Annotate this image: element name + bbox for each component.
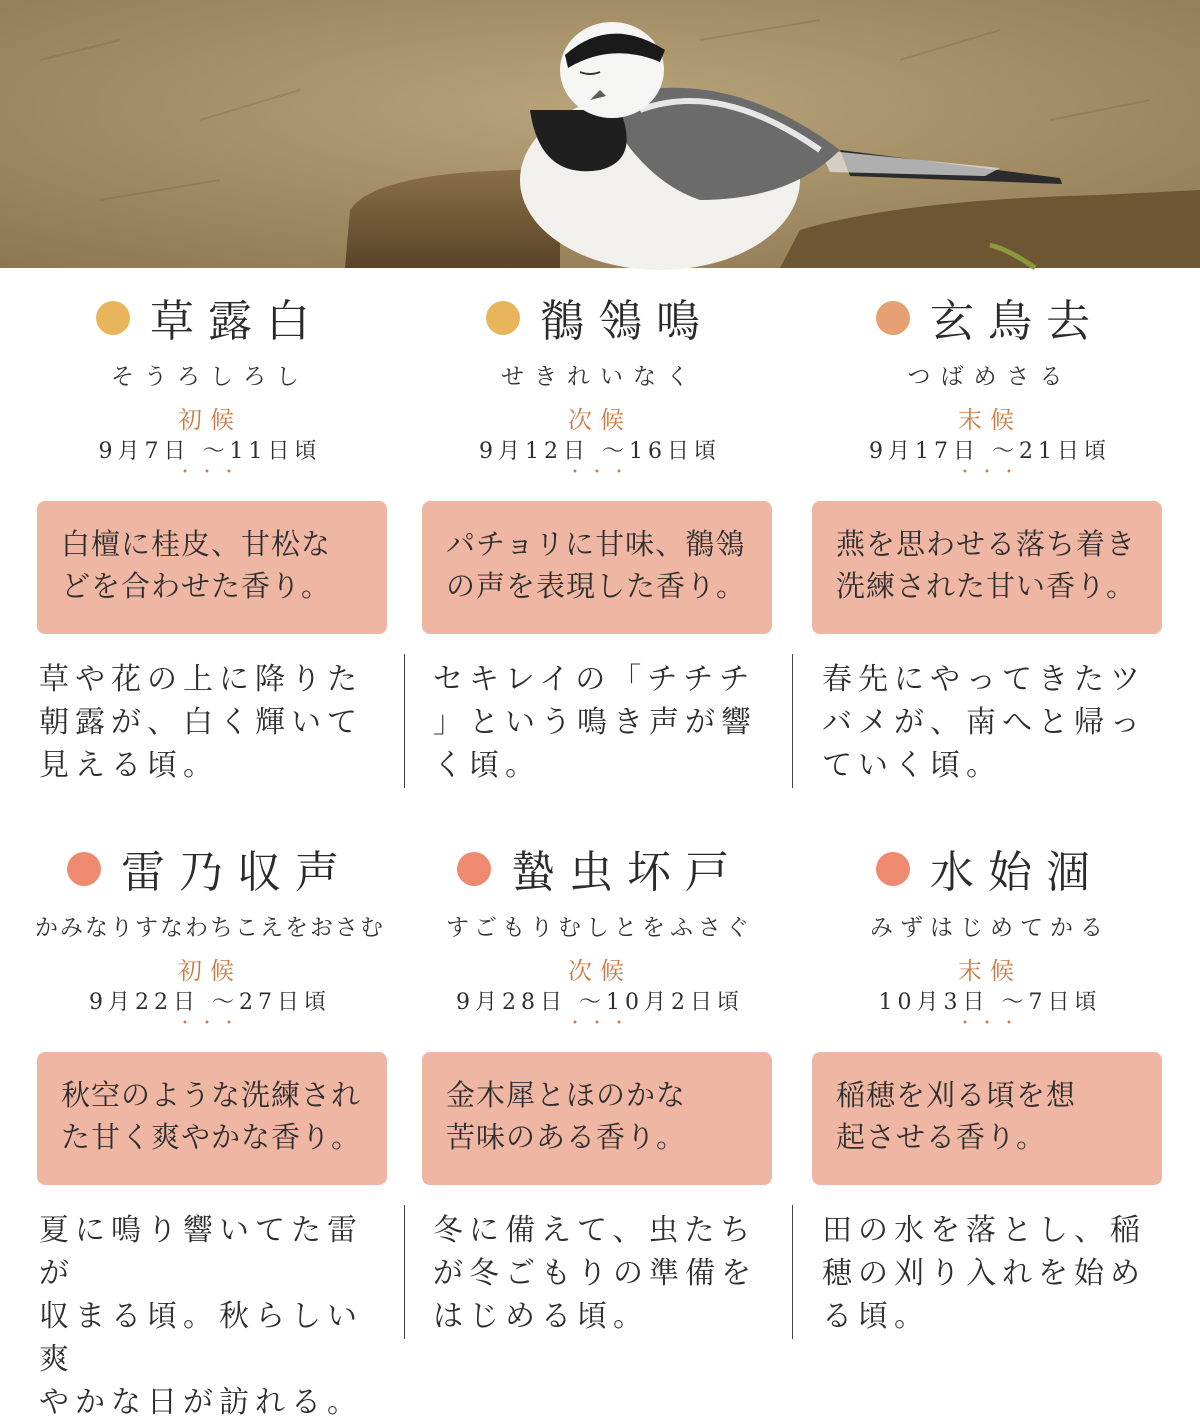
card-title: 玄鳥去: [930, 296, 1104, 347]
scent-line: 秋空のような洗練され: [61, 1078, 362, 1112]
card-phase: 末候: [958, 957, 1022, 985]
scent-line: どを合わせた香り。: [61, 569, 332, 603]
card-description: [822, 1209, 1162, 1338]
card-phase: 末候: [958, 406, 1022, 434]
ellipsis-dots: ・・・: [176, 1013, 243, 1032]
card-title-row: [405, 296, 795, 348]
scent-box: [422, 501, 772, 634]
hero-photo: [0, 0, 1200, 268]
season-card: [405, 268, 795, 818]
card-title-row: [15, 296, 405, 348]
card-date: 9月28日 〜10月2日頃: [456, 990, 744, 1015]
season-card: [15, 268, 405, 818]
card-date: 9月22日 〜27日頃: [89, 990, 331, 1015]
season-card: [795, 819, 1185, 1369]
card-description: [822, 658, 1162, 787]
ellipsis-dots: ・・・: [176, 462, 243, 481]
dot-icon: [486, 301, 520, 335]
desc-line: 」という鳴き声が響: [433, 705, 757, 740]
desc-line: 収まる頃。秋らしい爽: [39, 1299, 363, 1377]
desc-line: 朝露が、白く輝いて: [39, 705, 363, 740]
card-title-row: [405, 847, 795, 899]
card-date: 9月7日 〜11日頃: [98, 439, 322, 464]
ellipsis-dots: ・・・: [956, 1013, 1023, 1032]
desc-line: く頃。: [433, 748, 541, 783]
desc-line: セキレイの「チチチ: [433, 662, 756, 697]
desc-line: 草や花の上に降りた: [39, 662, 363, 697]
scent-line: 金木犀とほのかな: [446, 1078, 687, 1112]
season-card: [795, 268, 1185, 818]
scent-line: 起させる香り。: [836, 1120, 1047, 1154]
scent-line: 稲穂を刈る頃を想: [836, 1078, 1077, 1112]
column-divider: [792, 1205, 793, 1339]
card-reading: つばめさる: [907, 364, 1073, 390]
desc-line: 田の水を落とし、稲: [822, 1213, 1146, 1248]
card-reading: すごもりむしとをふさぐ: [446, 915, 754, 941]
card-date: 9月17日 〜21日頃: [869, 439, 1111, 464]
wagtail-bird-illustration: [0, 0, 1200, 268]
card-title: 雷乃収声: [121, 847, 353, 898]
card-description: [39, 658, 379, 787]
desc-line: バメが、南へと帰っ: [822, 705, 1146, 740]
scent-line: パチョリに甘味、鶺鴒: [446, 527, 746, 561]
card-title-row: [795, 296, 1185, 348]
column-divider: [792, 654, 793, 788]
desc-line: る頃。: [822, 1299, 930, 1334]
dot-icon: [67, 852, 101, 886]
dot-icon: [457, 852, 491, 886]
dot-icon: [876, 301, 910, 335]
scent-box: [37, 1052, 387, 1185]
desc-line: 春先にやってきたツ: [822, 662, 1146, 697]
card-phase: 初候: [178, 957, 242, 985]
card-date: 9月12日 〜16日頃: [479, 439, 721, 464]
scent-line: 苦味のある香り。: [446, 1120, 687, 1154]
card-reading: せきれいなく: [501, 364, 699, 390]
card-reading: そうろしろし: [111, 364, 309, 390]
card-reading: かみなりすなわちこえをおさむ: [35, 915, 385, 941]
scent-box: [422, 1052, 772, 1185]
card-description: [433, 658, 773, 787]
desc-line: 夏に鳴り響いてた雷が: [39, 1213, 363, 1291]
card-date: 10月3日 〜7日頃: [878, 990, 1102, 1015]
card-title: 水始涸: [930, 847, 1104, 898]
card-description: [433, 1209, 773, 1338]
card-title: 草露白: [150, 296, 324, 347]
card-title-row: [15, 847, 405, 899]
card-title: 鶺鴒鳴: [540, 296, 714, 347]
desc-line: 穂の刈り入れを始め: [822, 1256, 1146, 1291]
scent-line: の声を表現した香り。: [446, 569, 747, 603]
desc-line: はじめる頃。: [433, 1299, 649, 1334]
ko-season-grid: [0, 268, 1200, 1420]
card-phase: 次候: [568, 957, 632, 985]
dot-icon: [876, 852, 910, 886]
scent-line: 洗練された甘い香り。: [836, 569, 1137, 603]
season-card: [405, 819, 795, 1369]
card-phase: 次候: [568, 406, 632, 434]
scent-box: [812, 1052, 1162, 1185]
card-phase: 初候: [178, 406, 242, 434]
desc-line: やかな日が訪れる。: [39, 1385, 363, 1420]
dot-icon: [96, 301, 130, 335]
scent-box: [37, 501, 387, 634]
season-card: [15, 819, 405, 1420]
card-title-row: [795, 847, 1185, 899]
desc-line: ていく頃。: [822, 748, 1002, 783]
scent-line: 燕を思わせる落ち着き: [836, 527, 1137, 561]
ellipsis-dots: ・・・: [956, 462, 1023, 481]
desc-line: 見える頃。: [39, 748, 219, 783]
desc-line: 冬に備えて、虫たち: [433, 1213, 757, 1248]
card-reading: みずはじめてかる: [870, 915, 1110, 941]
scent-line: 白檀に桂皮、甘松な: [61, 527, 332, 561]
ellipsis-dots: ・・・: [566, 462, 633, 481]
card-description: [39, 1209, 379, 1424]
card-title: 蟄虫坏戸: [511, 847, 743, 898]
scent-line: た甘く爽やかな香り。: [61, 1120, 362, 1154]
scent-box: [812, 501, 1162, 634]
desc-line: が冬ごもりの準備を: [433, 1256, 757, 1291]
ellipsis-dots: ・・・: [566, 1013, 633, 1032]
